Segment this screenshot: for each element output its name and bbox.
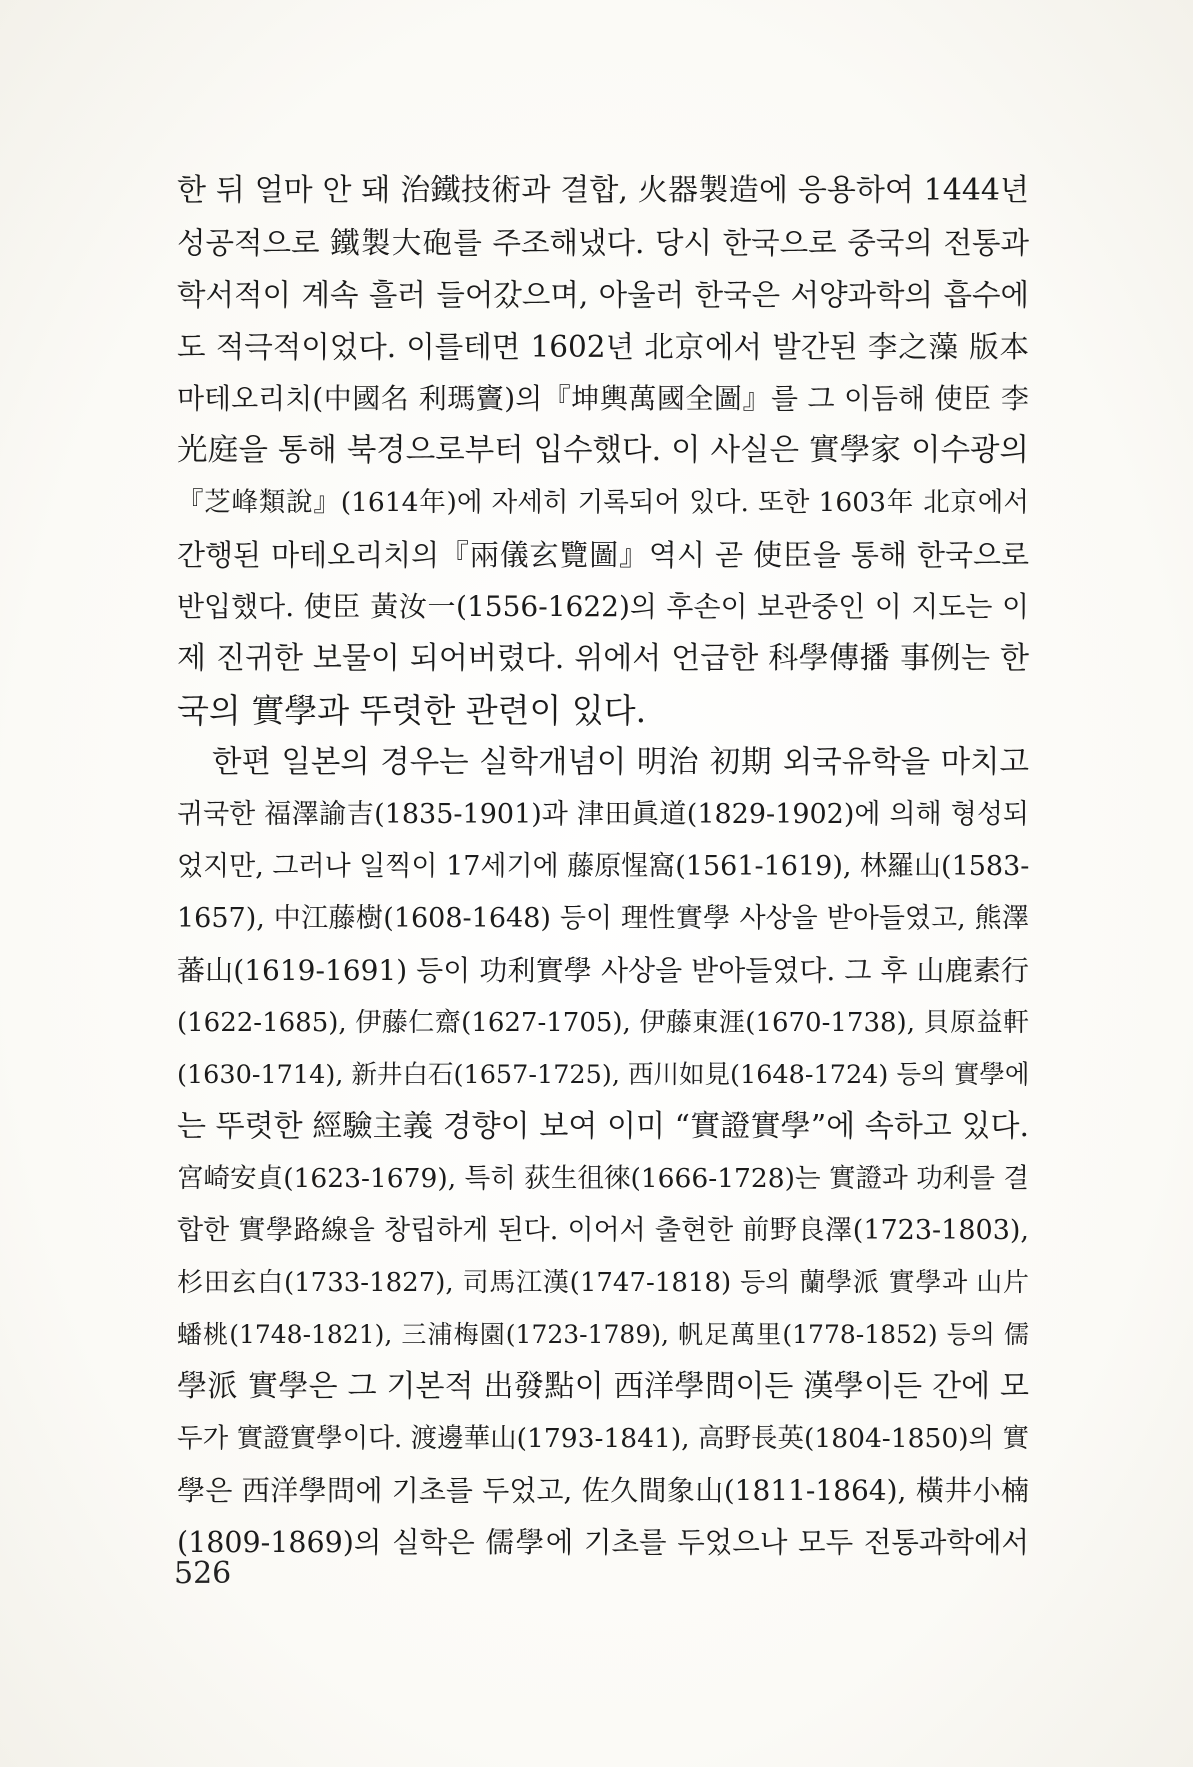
text-line: 1657), 中江藤樹(1608-1648) 등이 理性實學 사상을 받아들였고, 熊澤 — [177, 903, 1029, 934]
text-line: 성공적으로 鐵製大砲를 주조해냈다. 당시 한국으로 중국의 전통과 — [177, 226, 1029, 260]
text-line: 두가 實證實學이다. 渡邊華山(1793-1841), 高野長英(1804-1850)의 實 — [177, 1423, 1029, 1454]
text-line: 제 진귀한 보물이 되어버렸다. 위에서 언급한 科學傳播 事例는 한 — [177, 641, 1029, 676]
text-line: 한 뒤 얼마 안 돼 治鐵技術과 결합, 火器製造에 응용하여 1444년 — [177, 173, 1029, 208]
text-line: 光庭을 통해 북경으로부터 입수했다. 이 사실은 實學家 이수광의 — [177, 433, 1029, 468]
text-line: 蟠桃(1748-1821), 三浦梅園(1723-1789), 帆足萬里(1778-1852) 등의 儒 — [177, 1320, 1029, 1349]
text-line: 학서적이 계속 흘러 들어갔으며, 아울러 한국은 서양과학의 흡수에 — [177, 278, 1029, 312]
paragraph-first-line: 한편 일본의 경우는 실학개념이 明治 初期 외국유학을 마치고 — [212, 745, 1029, 780]
text-line: 蕃山(1619-1691) 등이 功利實學 사상을 받아들였다. 그 후 山鹿素行 — [177, 954, 1029, 987]
text-line: 었지만, 그러나 일찍이 17세기에 藤原惺窩(1561-1619), 林羅山(1583- — [177, 851, 1029, 882]
text-line: 도 적극적이었다. 이를테면 1602년 北京에서 발간된 李之藻 版本 — [177, 330, 1029, 364]
text-line: 마테오리치(中國名 利瑪竇)의『坤輿萬國全圖』를 그 이듬해 使臣 李 — [177, 382, 1029, 415]
text-line: 간행된 마테오리치의『兩儀玄覽圖』역시 곧 使臣을 통해 한국으로 — [177, 538, 1029, 572]
text-line: 합한 實學路線을 창립하게 된다. 이어서 출현한 前野良澤(1723-1803), — [177, 1215, 1029, 1246]
page-number: 526 — [174, 1556, 232, 1591]
text-line: 杉田玄白(1733-1827), 司馬江漢(1747-1818) 등의 蘭學派 實學과 山片 — [177, 1268, 1029, 1298]
text-line: (1809-1869)의 실학은 儒學에 기초를 두었으나 모두 전통과학에서 — [177, 1526, 1029, 1559]
text-line: 宮崎安貞(1623-1679), 특히 荻生徂徠(1666-1728)는 實證과 功利를 결 — [177, 1163, 1029, 1194]
text-line: (1630-1714), 新井白石(1657-1725), 西川如見(1648-1724) 등의 實學에 — [177, 1060, 1029, 1090]
text-line: 는 뚜렷한 經驗主義 경향이 보여 이미 “實證實學”에 속하고 있다. — [177, 1109, 1029, 1144]
text-line: 귀국한 福澤諭吉(1835-1901)과 津田眞道(1829-1902)에 의해 형성되 — [177, 799, 1029, 830]
text-line: 學派 實學은 그 기본적 出發點이 西洋學問이든 漢學이든 간에 모 — [177, 1369, 1029, 1404]
text-line: 국의 實學과 뚜렷한 관련이 있다. — [177, 691, 647, 730]
text-line: 『芝峰類說』(1614年)에 자세히 기록되어 있다. 또한 1603年 北京에서 — [177, 487, 1029, 518]
text-line: 學은 西洋學問에 기초를 두었고, 佐久間象山(1811-1864), 橫井小楠 — [177, 1474, 1029, 1507]
text-line: 반입했다. 使臣 黃汝一(1556-1622)의 후손이 보관중인 이 지도는 이 — [177, 590, 1029, 623]
text-line: (1622-1685), 伊藤仁齋(1627-1705), 伊藤東涯(1670-1738), 貝原益軒 — [177, 1008, 1029, 1038]
